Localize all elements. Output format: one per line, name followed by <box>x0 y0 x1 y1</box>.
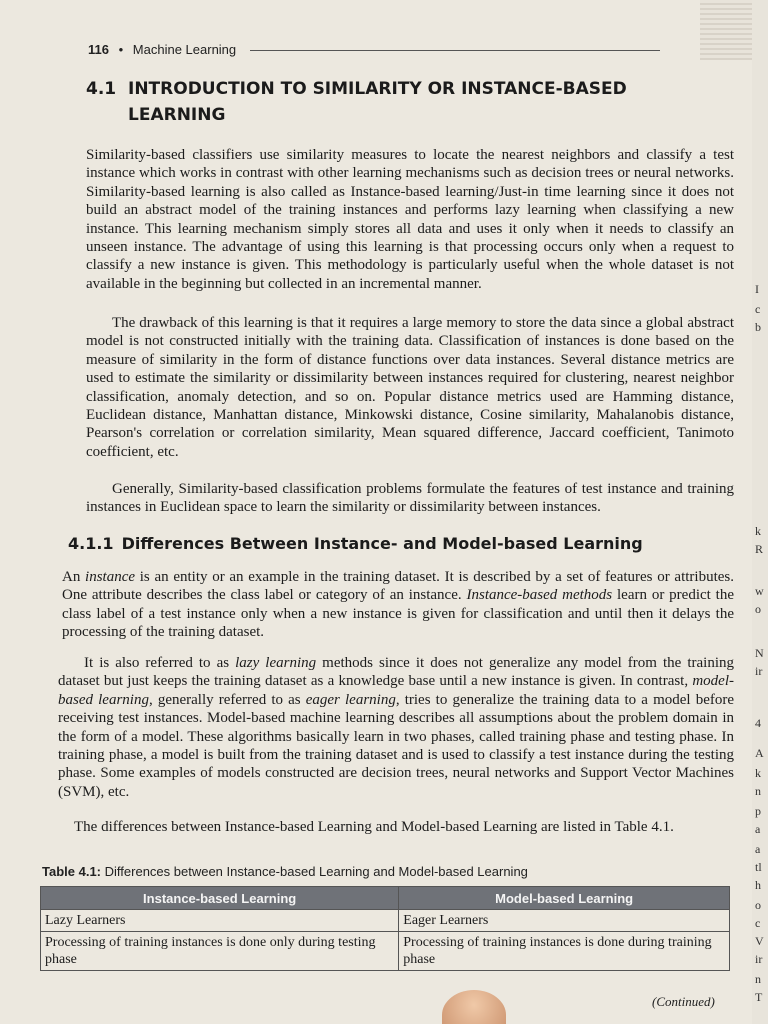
edge-fragment: T <box>755 990 763 1004</box>
edge-fragment: N <box>755 646 764 660</box>
section-title-line1: INTRODUCTION TO SIMILARITY OR INSTANCE-BASED <box>128 79 627 99</box>
header-model-based: Model-based Learning <box>399 887 730 910</box>
header-instance-based: Instance-based Learning <box>41 887 399 910</box>
edge-fragment: V <box>755 934 764 948</box>
page-number: 116 <box>88 42 109 57</box>
finger-tip <box>442 990 506 1024</box>
edge-fragment: c <box>755 302 761 316</box>
table-caption-label: Table 4.1: <box>42 864 102 879</box>
edge-fragment: n <box>755 972 761 986</box>
p5-g: , tries to generalize the training data to a model before receiving test instances. Model-based machine learning describes all assumptions about the problem domain in the form of a model. These algorithms basically learn in two phases, called training phase and testing phase. In training phase, a model is built from the training dataset and is used to classify a test instance during the testing phase. Some examples of models constructed are decision trees, neural networks and Support Vector Machines (SVM), etc. <box>58 691 735 800</box>
edge-fragment: c <box>755 916 761 930</box>
paragraph-6: The differences between Instance-based Learning and Model-based Learning are listed in Table 4.1. <box>74 819 674 835</box>
table-caption <box>42 864 682 879</box>
paragraph-4 <box>62 568 734 642</box>
subsection-title: Differences Between Instance- and Model-based Learning <box>121 534 643 553</box>
continued-note: (Continued) <box>652 994 715 1009</box>
edge-fragment: 4 <box>755 716 761 730</box>
running-header <box>88 42 728 64</box>
edge-fragment: w <box>755 584 764 598</box>
p5-f: eager learning <box>305 691 396 708</box>
edge-fragment: p <box>755 804 761 818</box>
section-number: 4.1 <box>86 79 117 99</box>
edge-fragment: h <box>755 878 761 892</box>
edge-fragment: a <box>755 842 761 856</box>
paragraph-1: Similarity-based classifiers use similarity measures to locate the nearest neighbors and classify a test instance which works in contrast with other learning mechanisms such as decision trees or neural networks. Similarity-based learning is also called as Instance-based learning/Just-in time learning since it does not build an abstract model of the training instances and performs lazy learning when classifying a new instance. This learning mechanism simply stores all data and uses it only when it needs to classify an unseen instance. The advantage of using this learning is that processing occurs only when a request to classify a new instance is given. This methodology is particularly useful when the whole dataset is not available in the beginning but collected in an incremental manner. <box>86 147 734 292</box>
table-cell: Eager Learners <box>399 910 730 932</box>
paragraph-5 <box>58 654 734 801</box>
paragraph-3: Generally, Similarity-based classification problems formulate the features of test instance and training instances in Euclidean space to learn the similarity or dissimilarity between instances. <box>86 481 734 516</box>
edge-fragment: b <box>755 320 761 334</box>
edge-fragment: ir <box>755 664 763 678</box>
edge-fragment: A <box>755 746 764 760</box>
p4-e: learn or predict the class label of a test instance only when a new instance is given for classification and until then it delays the processing of the training dataset. <box>62 587 734 641</box>
edge-fragment: tl <box>755 860 762 874</box>
subsection-number: 4.1.1 <box>68 534 114 553</box>
p5-c: methods since it does not generalize any model from the training dataset but just keeps the training dataset as a knowledge base until a new instance is given. In contrast, <box>58 655 734 690</box>
subsection-heading <box>68 534 688 553</box>
edge-fragment: k <box>755 766 761 780</box>
edge-fragment: ir <box>755 952 763 966</box>
section-heading <box>86 76 696 128</box>
p4-b: instance <box>85 569 136 585</box>
p5-b: lazy learning <box>235 655 317 671</box>
edge-fragment: n <box>755 784 761 798</box>
comparison-table <box>40 886 730 971</box>
p4-c: is an entity or an example in the training dataset. It is described by a set of features or attributes. One attribute describes the class label or category of an instance. <box>62 569 734 604</box>
edge-fragment: R <box>755 542 764 556</box>
table-header-row <box>41 887 730 910</box>
edge-fragment: o <box>755 898 761 912</box>
p4-d: Instance-based methods <box>466 587 613 604</box>
table-cell: Processing of training instances is done during training phase <box>399 932 730 971</box>
table-cell: Processing of training instances is done only during testing phase <box>41 932 399 971</box>
facing-page-edge <box>752 0 768 1024</box>
table-row <box>41 932 730 971</box>
edge-fragment: k <box>755 524 761 538</box>
p5-a: It is also referred to as <box>84 655 236 671</box>
edge-fragment: o <box>755 602 761 616</box>
p5-d: model-based learning <box>58 673 734 708</box>
p5-e: , generally referred to as <box>148 691 306 708</box>
paragraph-2: The drawback of this learning is that it requires a large memory to store the data since a global abstract model is not constructed initially with the training data. Classification of instances is done based on the measure of similarity in the form of distance functions over data instances. Several distance metrics are used to estimate the similarity or dissimilarity between instances required for clustering, nearest neighbor classification, anomaly detection, and so on. Popular distance metrics used are Hamming distance, Euclidean distance, Manhattan distance, Minkowski distance, Cosine similarity, Mahalanobis distance, Pearson's correlation or correlation similarity, Mean squared difference, Jaccard coefficient, Tanimoto coefficient, etc. <box>86 315 734 460</box>
edge-fragment: a <box>755 822 761 836</box>
table-cell: Lazy Learners <box>41 910 399 932</box>
table-caption-text: Differences between Instance-based Learning and Model-based Learning <box>104 864 528 879</box>
header-rule <box>250 50 660 51</box>
book-title: Machine Learning <box>132 42 237 57</box>
table-row <box>41 910 730 932</box>
header-bullet: • <box>118 42 124 57</box>
p4-a: An <box>62 569 86 585</box>
section-title-line2: LEARNING <box>128 105 226 125</box>
edge-fragment: I <box>755 282 759 296</box>
